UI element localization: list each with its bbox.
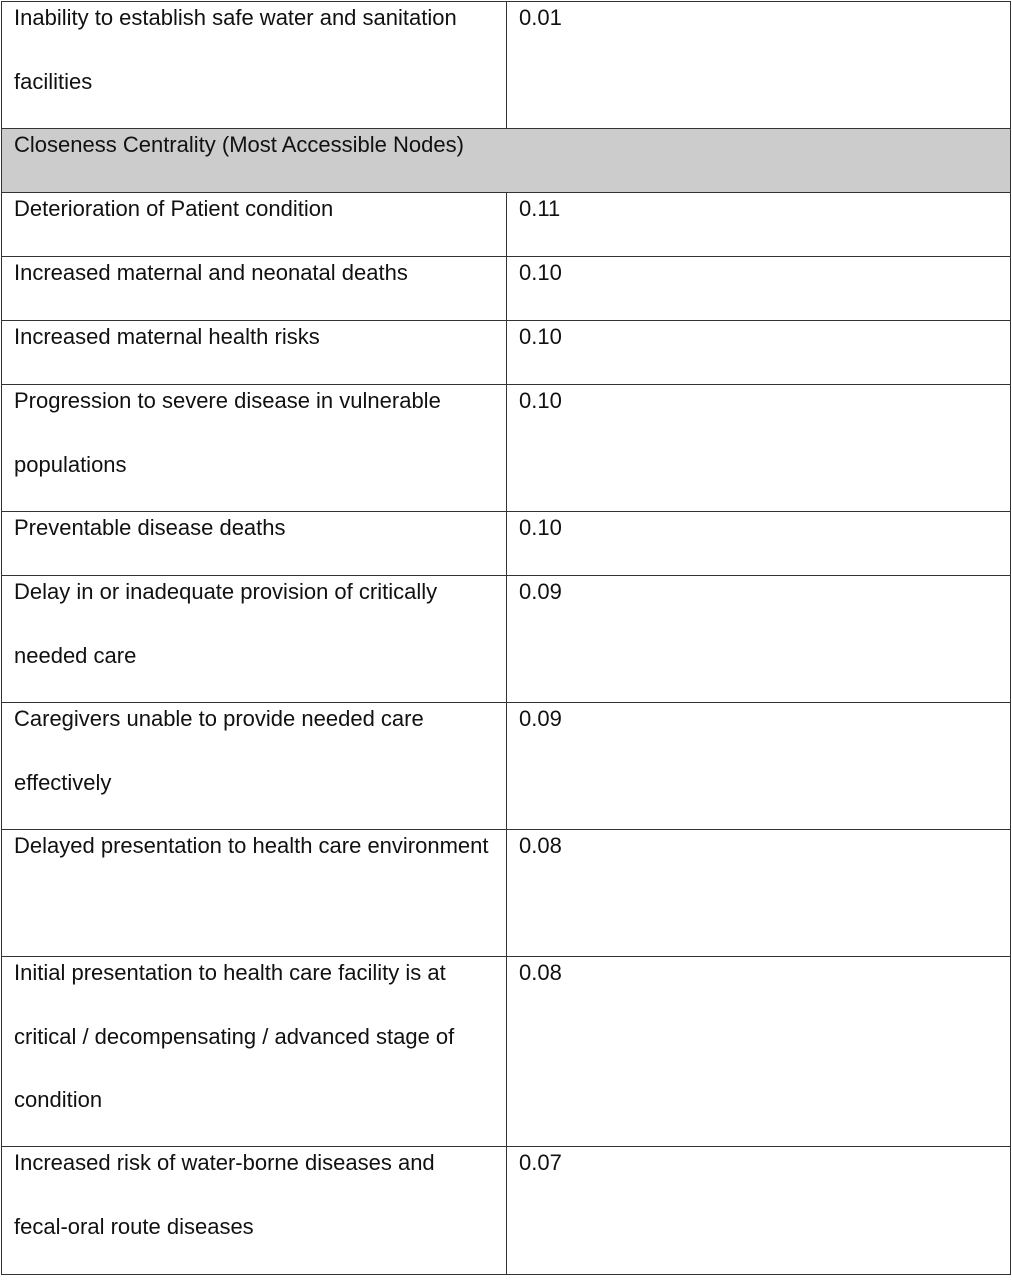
table-row — [2, 321, 1011, 385]
row-label-cell — [2, 957, 507, 1147]
row-value: 0.09 — [519, 579, 562, 604]
row-value: 0.10 — [519, 324, 562, 349]
row-value-cell — [507, 1147, 1011, 1275]
row-label-cell — [2, 2, 507, 129]
table-row — [2, 957, 1011, 1147]
section-header-row — [2, 129, 1011, 193]
row-value-cell — [507, 830, 1011, 957]
table-row — [2, 576, 1011, 703]
row-label: Preventable disease deaths — [14, 515, 286, 540]
row-value: 0.09 — [519, 706, 562, 731]
row-label: Increased maternal health risks — [14, 324, 320, 349]
table-row — [2, 1147, 1011, 1275]
row-label: Inability to establish safe water and sanitation facilities — [14, 5, 457, 94]
row-value-cell — [507, 2, 1011, 129]
row-value: 0.08 — [519, 833, 562, 858]
row-value: 0.07 — [519, 1150, 562, 1175]
row-value: 0.01 — [519, 5, 562, 30]
row-label-cell — [2, 193, 507, 257]
row-value: 0.10 — [519, 260, 562, 285]
row-label: Caregivers unable to provide needed care effectively — [14, 706, 424, 795]
table-row — [2, 2, 1011, 129]
row-value: 0.08 — [519, 960, 562, 985]
row-value-cell — [507, 957, 1011, 1147]
row-label-cell — [2, 512, 507, 576]
row-label-cell — [2, 1147, 507, 1275]
row-label: Increased risk of water-borne diseases and fecal-oral route diseases — [14, 1150, 435, 1239]
row-value: 0.11 — [519, 196, 561, 221]
row-label-cell — [2, 321, 507, 385]
row-label-cell — [2, 257, 507, 321]
row-value-cell — [507, 703, 1011, 830]
row-value-cell — [507, 257, 1011, 321]
row-value-cell — [507, 321, 1011, 385]
row-label: Increased maternal and neonatal deaths — [14, 260, 408, 285]
section-header-cell — [2, 129, 1011, 193]
centrality-table — [1, 1, 1011, 1275]
table-row — [2, 830, 1011, 957]
row-label-cell — [2, 385, 507, 512]
table-row — [2, 385, 1011, 512]
table-row — [2, 512, 1011, 576]
row-label: Delayed presentation to health care environment — [14, 833, 489, 858]
row-value: 0.10 — [519, 388, 562, 413]
row-label: Initial presentation to health care facility is at critical / decompensating / advanced stage of condition — [14, 960, 455, 1112]
table-row — [2, 193, 1011, 257]
row-label: Delay in or inadequate provision of critically needed care — [14, 579, 438, 668]
row-value: 0.10 — [519, 515, 562, 540]
row-value-cell — [507, 512, 1011, 576]
row-label: Progression to severe disease in vulnerable populations — [14, 388, 441, 477]
row-value-cell — [507, 385, 1011, 512]
row-label-cell — [2, 703, 507, 830]
table-row — [2, 703, 1011, 830]
row-label-cell — [2, 576, 507, 703]
section-header: Closeness Centrality (Most Accessible Nodes) — [14, 132, 464, 157]
table-row — [2, 257, 1011, 321]
row-label-cell — [2, 830, 507, 957]
row-value-cell — [507, 193, 1011, 257]
row-label: Deterioration of Patient condition — [14, 196, 334, 221]
row-value-cell — [507, 576, 1011, 703]
